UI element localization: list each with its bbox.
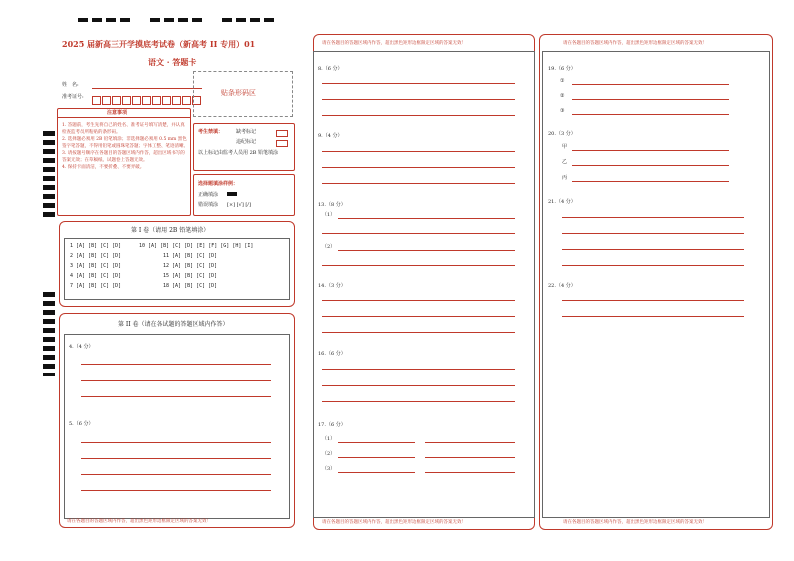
top-mark-3 [222, 18, 274, 22]
warning-col3-bottom: 请在各题目的答题区域内作答，超出黑色矩形边框限定区域的答案无效！ [563, 520, 707, 525]
answer-line[interactable] [572, 150, 729, 151]
answer-line[interactable] [322, 316, 515, 317]
answer-line[interactable] [338, 442, 415, 443]
absent-label: 缺考标记 [236, 129, 257, 135]
q20-bing: 丙 [562, 175, 568, 181]
answer-line[interactable] [322, 332, 515, 333]
q20-yi: 乙 [562, 159, 568, 165]
answer-line[interactable] [81, 364, 271, 365]
choice-row[interactable]: 12 [A] [B] [C] [D] [163, 263, 218, 269]
sample-correct: 正确填涂 [198, 192, 219, 198]
answer-line[interactable] [322, 233, 515, 234]
choice-row[interactable]: 1 [A] [B] [C] [D] [70, 243, 122, 249]
q8-label: 8.（6 分） [318, 66, 343, 72]
answer-line[interactable] [562, 233, 744, 234]
sample-correct-mark [227, 192, 237, 196]
q13-part1: （1） [322, 212, 336, 218]
answer-line[interactable] [322, 115, 515, 116]
answer-line[interactable] [572, 165, 729, 166]
answer-line[interactable] [425, 442, 515, 443]
absent-box[interactable] [276, 130, 288, 137]
answer-line[interactable] [572, 114, 729, 115]
answer-line[interactable] [562, 265, 744, 266]
answer-line[interactable] [562, 316, 744, 317]
answer-line[interactable] [322, 369, 515, 370]
warning-col3-top: 请在各题目的答题区域内作答，超出黑色矩形边框限定区域的答案无效！ [563, 41, 707, 46]
answer-line[interactable] [338, 457, 415, 458]
q14-label: 14.（3 分） [318, 283, 346, 289]
answer-line[interactable] [322, 99, 515, 100]
answer-line[interactable] [322, 183, 515, 184]
choice-left [70, 243, 121, 293]
choice-row[interactable]: 4 [A] [B] [C] [D] [70, 273, 122, 279]
answer-line[interactable] [425, 472, 515, 473]
answer-line[interactable] [81, 380, 271, 381]
top-mark-1 [78, 18, 130, 22]
notice-item-1: 1. 答题前，考生先将自己的姓名、准考证号填写清楚，并认真检查监考员所粘贴的条形码。 [62, 123, 185, 135]
notice-item-4: 4. 保持卡面清洁，不要折叠、不要弄破。 [62, 165, 145, 170]
answer-line[interactable] [425, 457, 515, 458]
section1-title: 第 I 卷（请用 2B 铅笔填涂） [131, 227, 210, 234]
top-mark-2 [150, 18, 202, 22]
answer-line[interactable] [322, 151, 515, 152]
answer-line[interactable] [81, 474, 271, 475]
choice-row[interactable]: 7 [A] [B] [C] [D] [70, 283, 122, 289]
notice-list [62, 122, 188, 171]
name-field[interactable] [92, 88, 202, 89]
answer-line[interactable] [81, 396, 271, 397]
q16-label: 16.（6 分） [318, 351, 346, 357]
q17-part3: （3） [322, 466, 336, 472]
q22-label: 22.（4 分） [548, 283, 576, 289]
choice-row[interactable]: 11 [A] [B] [C] [D] [163, 253, 218, 259]
answer-line[interactable] [562, 249, 744, 250]
q19-item1: ① [560, 78, 565, 84]
answer-line[interactable] [338, 472, 415, 473]
answer-area-col2[interactable] [313, 51, 535, 518]
q19-label: 19.（6 分） [548, 66, 576, 72]
q19-item3: ③ [560, 108, 565, 114]
answer-line[interactable] [322, 83, 515, 84]
q4-label: 4.（4 分） [69, 344, 94, 350]
answer-line[interactable] [338, 218, 515, 219]
answer-area-col3[interactable] [542, 51, 770, 518]
q19-item2: ② [560, 93, 565, 99]
answer-line[interactable] [81, 442, 271, 443]
q20-jia: 甲 [562, 144, 568, 150]
q9-label: 9.（4 分） [318, 133, 343, 139]
answer-line[interactable] [562, 300, 744, 301]
left-marks-upper [43, 131, 55, 221]
choice-row[interactable]: 10 [A] [B] [C] [D] [E] [F] [G] [H] [I] [139, 243, 254, 249]
choice-row[interactable]: 2 [A] [B] [C] [D] [70, 253, 122, 259]
answer-line[interactable] [338, 250, 515, 251]
warning-col2-top: 请在各题目的答题区域内作答，超出黑色矩形边框限定区域的答案无效！ [322, 41, 466, 46]
q13-part2: （2） [322, 244, 336, 250]
page-title: 2025 届新高三开学摸底考试卷（新高考 II 专用）01 [62, 39, 256, 49]
warning-col1: 请在各题目的答题区域内作答，超出黑色矩形边框限定区域的答案无效！ [67, 519, 211, 524]
answer-line[interactable] [322, 401, 515, 402]
answer-line[interactable] [572, 84, 729, 85]
page-subtitle: 语文 · 答题卡 [148, 57, 197, 67]
notice-item-3: 3. 请按题号顺序在各题目的答题区域内作答，超出区域书写的答案无效；在草稿纸、试题卷上答题无效。 [62, 151, 185, 163]
sample-wrong-marks: [×] [√] [/] [227, 202, 251, 208]
choice-row[interactable]: 15 [A] [B] [C] [D] [163, 273, 218, 279]
forbid-label: 考生禁填： [198, 129, 224, 135]
violation-box[interactable] [276, 140, 288, 147]
q17-label: 17.（6 分） [318, 422, 346, 428]
name-label: 姓 名: [62, 82, 79, 88]
section2-title: 第 II 卷（请在各试题的答题区域内作答） [118, 321, 229, 328]
left-marks-lower [43, 292, 55, 376]
sample-title: 选择题填涂样例： [198, 181, 239, 187]
id-boxes[interactable] [92, 90, 202, 109]
q17-part1: （1） [322, 436, 336, 442]
answer-line[interactable] [322, 300, 515, 301]
warning-col2-bottom: 请在各题目的答题区域内作答，超出黑色矩形边框限定区域的答案无效！ [322, 520, 466, 525]
id-label: 准考证号: [62, 94, 84, 100]
choice-right [139, 243, 253, 293]
barcode-label: 贴条形码区 [221, 89, 256, 97]
forbid-note: 以上标记由监考人员用 2B 铅笔填涂 [198, 150, 279, 156]
q5-label: 5.（6 分） [69, 421, 94, 427]
violation-label: 违纪标记 [236, 139, 257, 145]
notice-item-2: 2. 选择题必须用 2B 铅笔填涂；非选择题必须用 0.5 mm 黑色签字笔答题，不得用铅笔或圆珠笔答题；字体工整、笔迹清晰。 [62, 137, 188, 149]
answer-line[interactable] [572, 181, 729, 182]
answer-line[interactable] [562, 217, 744, 218]
notice-title: 注意事项 [107, 110, 128, 116]
q21-label: 21.（4 分） [548, 199, 576, 205]
answer-line[interactable] [81, 458, 271, 459]
q13-label: 13.（8 分） [318, 202, 346, 208]
q20-label: 20.（3 分） [548, 131, 576, 137]
q17-part2: （2） [322, 451, 336, 457]
answer-area-col1[interactable] [64, 334, 290, 519]
answer-line[interactable] [322, 265, 515, 266]
answer-line[interactable] [322, 167, 515, 168]
answer-line[interactable] [572, 99, 729, 100]
sample-wrong: 错误填涂 [198, 202, 219, 208]
answer-line[interactable] [322, 385, 515, 386]
choice-row[interactable]: 3 [A] [B] [C] [D] [70, 263, 122, 269]
answer-line[interactable] [81, 490, 271, 491]
choice-row[interactable]: 18 [A] [B] [C] [D] [163, 283, 218, 289]
